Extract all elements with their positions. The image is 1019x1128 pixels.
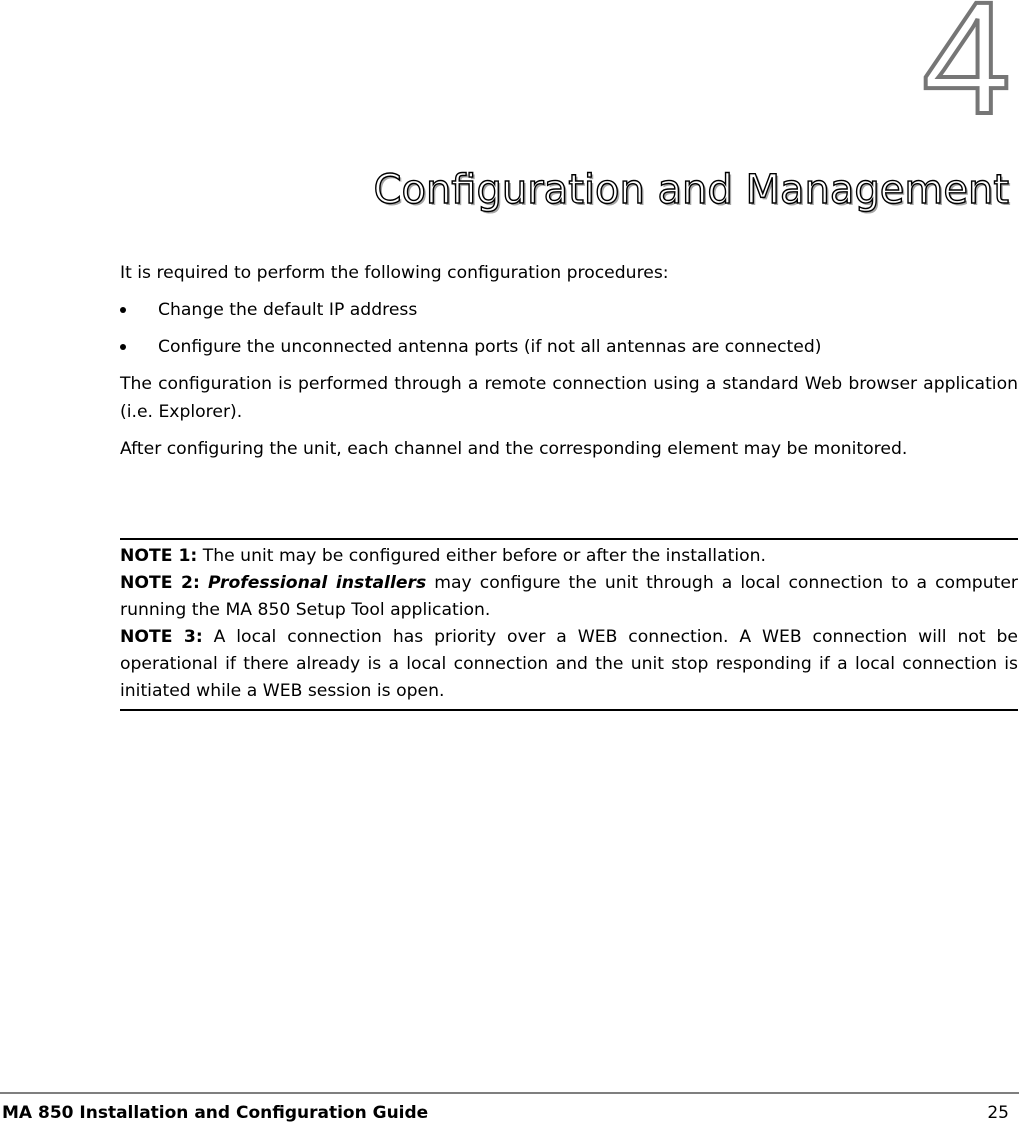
footer-title: MA 850 Installation and Configuration Guide [2, 1103, 429, 1123]
note-2-text: may configure the unit through a local connection to a computer running the MA 850 Setup Tool application. [120, 573, 1018, 620]
list-item-text: Configure the unconnected antenna ports (if not all antennas are connected) [158, 337, 822, 357]
intro-paragraph: It is required to perform the following configuration procedures: [120, 263, 669, 283]
note-2-label: NOTE 2: [120, 573, 200, 593]
notes-box [120, 538, 1018, 711]
body-content [120, 259, 1018, 463]
bullet-icon [120, 307, 126, 313]
note-2-emphasis: Professional installers [207, 573, 427, 593]
page-number: 25 [987, 1103, 1009, 1123]
list-item-text: Change the default IP address [158, 300, 418, 320]
note-3 [120, 624, 1018, 705]
page-footer [0, 1092, 1019, 1128]
procedure-list [120, 296, 1018, 361]
bullet-icon [120, 344, 126, 350]
chapter-number: 4 [922, 0, 1011, 147]
note-1-label: NOTE 1: [120, 546, 198, 566]
note-2 [120, 570, 1018, 624]
list-item [120, 333, 1018, 361]
note-3-label: NOTE 3: [120, 627, 203, 647]
monitor-paragraph: After configuring the unit, each channel and the corresponding element may be monitored. [120, 439, 908, 459]
chapter-title: Configuration and Management [373, 167, 1009, 213]
note-1-text: The unit may be configured either before or after the installation. [197, 546, 766, 566]
note-3-text: A local connection has priority over a WEB connection. A WEB connection will not be operational if there already is a local connection and the unit stop responding if a local connection is initiated while a WEB session is open. [120, 627, 1018, 701]
browser-paragraph: The configuration is performed through a remote connection using a standard Web browser application (i.e. Explorer). [120, 374, 1018, 422]
list-item [120, 296, 1018, 324]
note-1 [120, 543, 1018, 570]
